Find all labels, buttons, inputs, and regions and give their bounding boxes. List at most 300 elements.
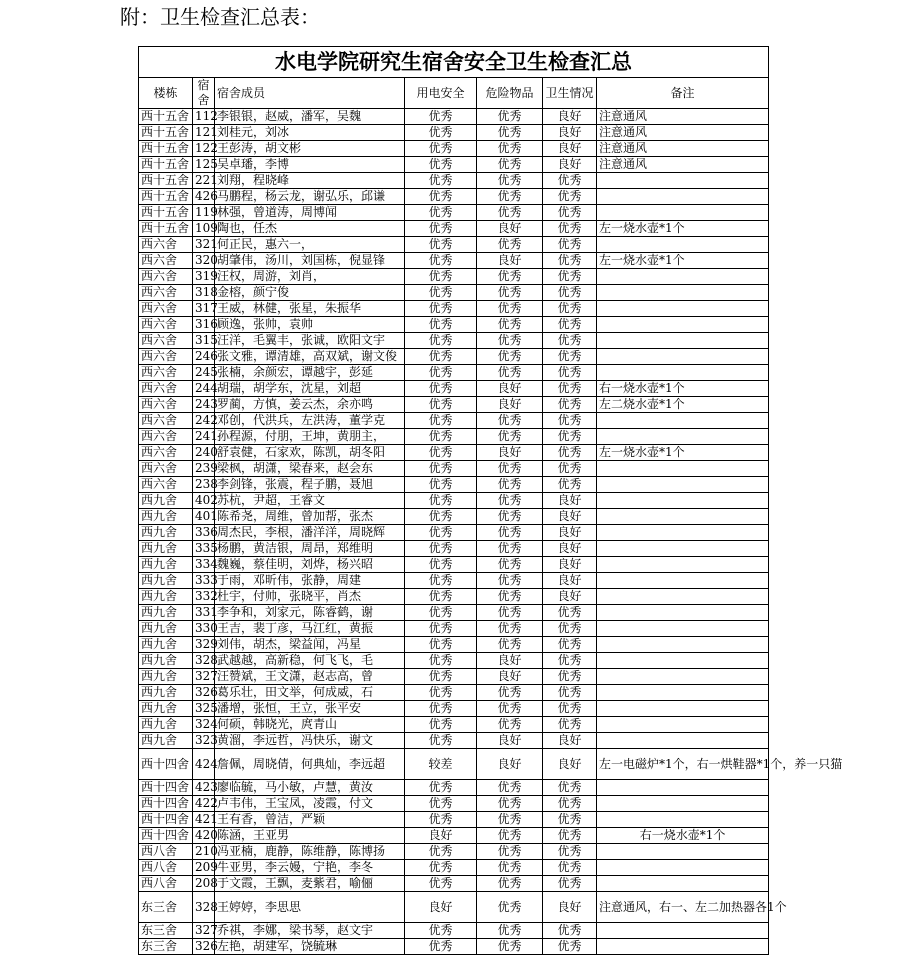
electric-safety-cell: 优秀 bbox=[405, 333, 477, 349]
note-cell: 左一烧水壶*1个 bbox=[597, 445, 769, 461]
note-cell bbox=[597, 621, 769, 637]
dangerous-items-cell: 优秀 bbox=[477, 285, 543, 301]
hygiene-cell: 优秀 bbox=[543, 605, 597, 621]
building-cell: 西六舍 bbox=[139, 269, 193, 285]
dangerous-items-cell: 良好 bbox=[477, 381, 543, 397]
hygiene-cell: 优秀 bbox=[543, 477, 597, 493]
hygiene-cell: 优秀 bbox=[543, 445, 597, 461]
hygiene-cell: 优秀 bbox=[543, 333, 597, 349]
note-cell: 左一电磁炉*1个，右一烘鞋器*1个，养一只猫 bbox=[597, 749, 769, 780]
hygiene-cell: 优秀 bbox=[543, 285, 597, 301]
electric-safety-cell: 良好 bbox=[405, 828, 477, 844]
table-row bbox=[139, 477, 769, 493]
table-row bbox=[139, 333, 769, 349]
electric-safety-cell: 优秀 bbox=[405, 605, 477, 621]
note-cell: 左一烧水壶*1个 bbox=[597, 221, 769, 237]
building-cell: 东三舍 bbox=[139, 892, 193, 923]
building-cell: 西六舍 bbox=[139, 365, 193, 381]
members-cell: 王吉，裴丁彦，马江红，黄振 bbox=[215, 621, 405, 637]
members-cell: 葛乐壮，田文举，何成威，石 bbox=[215, 685, 405, 701]
building-cell: 西六舍 bbox=[139, 301, 193, 317]
electric-safety-cell: 优秀 bbox=[405, 589, 477, 605]
table-row bbox=[139, 621, 769, 637]
note-cell bbox=[597, 733, 769, 749]
table-row bbox=[139, 669, 769, 685]
note-cell bbox=[597, 205, 769, 221]
room-cell: 333 bbox=[193, 573, 215, 589]
hygiene-cell: 良好 bbox=[543, 157, 597, 173]
dangerous-items-cell: 优秀 bbox=[477, 333, 543, 349]
hygiene-cell: 良好 bbox=[543, 541, 597, 557]
header-dangerous-items: 危险物品 bbox=[477, 78, 543, 109]
note-cell bbox=[597, 477, 769, 493]
table-row bbox=[139, 269, 769, 285]
hygiene-cell: 良好 bbox=[543, 141, 597, 157]
building-cell: 西十四舍 bbox=[139, 780, 193, 796]
note-cell: 注意通风 bbox=[597, 141, 769, 157]
room-cell: 401 bbox=[193, 509, 215, 525]
dangerous-items-cell: 优秀 bbox=[477, 573, 543, 589]
table-row bbox=[139, 285, 769, 301]
room-cell: 246 bbox=[193, 349, 215, 365]
electric-safety-cell: 优秀 bbox=[405, 780, 477, 796]
electric-safety-cell: 优秀 bbox=[405, 125, 477, 141]
hygiene-cell: 优秀 bbox=[543, 461, 597, 477]
note-cell bbox=[597, 429, 769, 445]
table-row bbox=[139, 573, 769, 589]
electric-safety-cell: 优秀 bbox=[405, 141, 477, 157]
dangerous-items-cell: 良好 bbox=[477, 653, 543, 669]
hygiene-cell: 优秀 bbox=[543, 876, 597, 892]
building-cell: 西六舍 bbox=[139, 461, 193, 477]
members-cell: 潘增，张恒，王立，张平安 bbox=[215, 701, 405, 717]
building-cell: 西九舍 bbox=[139, 509, 193, 525]
table-row bbox=[139, 923, 769, 939]
members-cell: 牛亚男，李云嫚，宁艳，李冬 bbox=[215, 860, 405, 876]
hygiene-cell: 优秀 bbox=[543, 317, 597, 333]
building-cell: 西十五舍 bbox=[139, 109, 193, 125]
room-cell: 238 bbox=[193, 477, 215, 493]
room-cell: 209 bbox=[193, 860, 215, 876]
note-cell bbox=[597, 525, 769, 541]
hygiene-cell: 良好 bbox=[543, 509, 597, 525]
note-cell bbox=[597, 685, 769, 701]
table-row bbox=[139, 796, 769, 812]
building-cell: 西九舍 bbox=[139, 701, 193, 717]
hygiene-cell: 优秀 bbox=[543, 828, 597, 844]
electric-safety-cell: 优秀 bbox=[405, 477, 477, 493]
building-cell: 西九舍 bbox=[139, 669, 193, 685]
electric-safety-cell: 优秀 bbox=[405, 493, 477, 509]
building-cell: 西六舍 bbox=[139, 397, 193, 413]
hygiene-cell: 优秀 bbox=[543, 269, 597, 285]
dangerous-items-cell: 优秀 bbox=[477, 939, 543, 955]
building-cell: 西十五舍 bbox=[139, 141, 193, 157]
table-row bbox=[139, 701, 769, 717]
members-cell: 冯亚楠，鹿静，陈维静，陈博扬 bbox=[215, 844, 405, 860]
members-cell: 罗蔺，方慎，姜云杰，余亦鸣 bbox=[215, 397, 405, 413]
dangerous-items-cell: 优秀 bbox=[477, 429, 543, 445]
dangerous-items-cell: 优秀 bbox=[477, 701, 543, 717]
dangerous-items-cell: 优秀 bbox=[477, 493, 543, 509]
hygiene-cell: 优秀 bbox=[543, 413, 597, 429]
electric-safety-cell: 优秀 bbox=[405, 573, 477, 589]
dangerous-items-cell: 良好 bbox=[477, 397, 543, 413]
table-row bbox=[139, 141, 769, 157]
note-cell bbox=[597, 923, 769, 939]
room-cell: 318 bbox=[193, 285, 215, 301]
table-body bbox=[139, 109, 843, 955]
header-room: 宿舍 bbox=[193, 78, 215, 109]
table-row bbox=[139, 589, 769, 605]
note-cell bbox=[597, 653, 769, 669]
table-row bbox=[139, 189, 769, 205]
hygiene-cell: 优秀 bbox=[543, 429, 597, 445]
hygiene-cell: 良好 bbox=[543, 892, 597, 923]
table-row bbox=[139, 685, 769, 701]
members-cell: 胡瑞，胡学东，沈星，刘超 bbox=[215, 381, 405, 397]
electric-safety-cell: 优秀 bbox=[405, 109, 477, 125]
members-cell: 金榕，颜宁俊 bbox=[215, 285, 405, 301]
room-cell: 319 bbox=[193, 269, 215, 285]
dangerous-items-cell: 优秀 bbox=[477, 301, 543, 317]
building-cell: 西六舍 bbox=[139, 349, 193, 365]
hygiene-cell: 优秀 bbox=[543, 653, 597, 669]
building-cell: 西六舍 bbox=[139, 413, 193, 429]
note-cell bbox=[597, 701, 769, 717]
members-cell: 武越越，高新稳，何飞飞，毛 bbox=[215, 653, 405, 669]
electric-safety-cell: 优秀 bbox=[405, 269, 477, 285]
building-cell: 西六舍 bbox=[139, 253, 193, 269]
building-cell: 西八舍 bbox=[139, 860, 193, 876]
dangerous-items-cell: 优秀 bbox=[477, 685, 543, 701]
building-cell: 西六舍 bbox=[139, 333, 193, 349]
electric-safety-cell: 优秀 bbox=[405, 205, 477, 221]
room-cell: 119 bbox=[193, 205, 215, 221]
members-cell: 王彭涛，胡文彬 bbox=[215, 141, 405, 157]
room-cell: 424 bbox=[193, 749, 215, 780]
building-cell: 西九舍 bbox=[139, 589, 193, 605]
note-cell: 左一烧水壶*1个 bbox=[597, 253, 769, 269]
hygiene-cell: 优秀 bbox=[543, 189, 597, 205]
note-cell bbox=[597, 573, 769, 589]
table-row bbox=[139, 860, 769, 876]
table-row bbox=[139, 205, 769, 221]
members-cell: 乔祺，李娜，梁书琴，赵文宇 bbox=[215, 923, 405, 939]
room-cell: 112 bbox=[193, 109, 215, 125]
note-cell bbox=[597, 365, 769, 381]
building-cell: 西十四舍 bbox=[139, 828, 193, 844]
dangerous-items-cell: 良好 bbox=[477, 733, 543, 749]
members-cell: 于文霞，王飘，麦紫君，喻俪 bbox=[215, 876, 405, 892]
building-cell: 西八舍 bbox=[139, 876, 193, 892]
room-cell: 426 bbox=[193, 189, 215, 205]
table-title: 水电学院研究生宿舍安全卫生检查汇总 bbox=[139, 47, 769, 78]
room-cell: 317 bbox=[193, 301, 215, 317]
hygiene-cell: 良好 bbox=[543, 589, 597, 605]
room-cell: 336 bbox=[193, 525, 215, 541]
members-cell: 邓创，代洪兵，左洪涛，董学克 bbox=[215, 413, 405, 429]
members-cell: 杨鹏，黄洁银，周昂，郑维明 bbox=[215, 541, 405, 557]
building-cell: 东三舍 bbox=[139, 923, 193, 939]
members-cell: 李争和，刘家元，陈睿鹤，谢 bbox=[215, 605, 405, 621]
hygiene-cell: 良好 bbox=[543, 557, 597, 573]
dangerous-items-cell: 优秀 bbox=[477, 637, 543, 653]
dangerous-items-cell: 优秀 bbox=[477, 812, 543, 828]
building-cell: 西十四舍 bbox=[139, 812, 193, 828]
table-row bbox=[139, 653, 769, 669]
members-cell: 周杰民，李根，潘洋洋，周晓辉 bbox=[215, 525, 405, 541]
room-cell: 402 bbox=[193, 493, 215, 509]
table-row bbox=[139, 541, 769, 557]
room-cell: 421 bbox=[193, 812, 215, 828]
building-cell: 西十五舍 bbox=[139, 189, 193, 205]
header-row bbox=[139, 78, 769, 109]
building-cell: 西八舍 bbox=[139, 844, 193, 860]
members-cell: 胡肇伟，汤川，刘国栋，倪显锋 bbox=[215, 253, 405, 269]
note-cell bbox=[597, 285, 769, 301]
members-cell: 王婷婷，李思思 bbox=[215, 892, 405, 923]
room-cell: 121 bbox=[193, 125, 215, 141]
building-cell: 西六舍 bbox=[139, 477, 193, 493]
note-cell bbox=[597, 780, 769, 796]
table-row bbox=[139, 876, 769, 892]
room-cell: 420 bbox=[193, 828, 215, 844]
dangerous-items-cell: 优秀 bbox=[477, 541, 543, 557]
building-cell: 西十五舍 bbox=[139, 221, 193, 237]
room-cell: 321 bbox=[193, 237, 215, 253]
building-cell: 西九舍 bbox=[139, 493, 193, 509]
hygiene-cell: 优秀 bbox=[543, 780, 597, 796]
header-electric-safety: 用电安全 bbox=[405, 78, 477, 109]
electric-safety-cell: 优秀 bbox=[405, 557, 477, 573]
dangerous-items-cell: 优秀 bbox=[477, 828, 543, 844]
electric-safety-cell: 优秀 bbox=[405, 796, 477, 812]
room-cell: 244 bbox=[193, 381, 215, 397]
dangerous-items-cell: 优秀 bbox=[477, 157, 543, 173]
dangerous-items-cell: 优秀 bbox=[477, 317, 543, 333]
room-cell: 334 bbox=[193, 557, 215, 573]
dangerous-items-cell: 优秀 bbox=[477, 269, 543, 285]
hygiene-cell: 优秀 bbox=[543, 253, 597, 269]
electric-safety-cell: 优秀 bbox=[405, 812, 477, 828]
building-cell: 西九舍 bbox=[139, 733, 193, 749]
room-cell: 210 bbox=[193, 844, 215, 860]
table-row bbox=[139, 157, 769, 173]
dangerous-items-cell: 优秀 bbox=[477, 892, 543, 923]
room-cell: 330 bbox=[193, 621, 215, 637]
table-row bbox=[139, 445, 769, 461]
table-row bbox=[139, 365, 769, 381]
note-cell bbox=[597, 812, 769, 828]
hygiene-cell: 优秀 bbox=[543, 381, 597, 397]
hygiene-cell: 优秀 bbox=[543, 173, 597, 189]
note-cell bbox=[597, 413, 769, 429]
building-cell: 西九舍 bbox=[139, 717, 193, 733]
hygiene-cell: 优秀 bbox=[543, 717, 597, 733]
electric-safety-cell: 优秀 bbox=[405, 397, 477, 413]
hygiene-cell: 良好 bbox=[543, 749, 597, 780]
building-cell: 西六舍 bbox=[139, 237, 193, 253]
building-cell: 西九舍 bbox=[139, 573, 193, 589]
members-cell: 李剑锋，张震，程子鹏，聂旭 bbox=[215, 477, 405, 493]
dangerous-items-cell: 优秀 bbox=[477, 413, 543, 429]
room-cell: 331 bbox=[193, 605, 215, 621]
table-row bbox=[139, 780, 769, 796]
note-cell bbox=[597, 637, 769, 653]
electric-safety-cell: 优秀 bbox=[405, 221, 477, 237]
hygiene-cell: 优秀 bbox=[543, 237, 597, 253]
building-cell: 西九舍 bbox=[139, 541, 193, 557]
dangerous-items-cell: 优秀 bbox=[477, 237, 543, 253]
room-cell: 422 bbox=[193, 796, 215, 812]
room-cell: 327 bbox=[193, 669, 215, 685]
note-cell bbox=[597, 796, 769, 812]
members-cell: 汪权，周游，刘肖， bbox=[215, 269, 405, 285]
room-cell: 240 bbox=[193, 445, 215, 461]
room-cell: 316 bbox=[193, 317, 215, 333]
electric-safety-cell: 优秀 bbox=[405, 637, 477, 653]
dangerous-items-cell: 良好 bbox=[477, 669, 543, 685]
members-cell: 李银银，赵威，潘军，吴魏 bbox=[215, 109, 405, 125]
note-cell bbox=[597, 876, 769, 892]
note-cell bbox=[597, 844, 769, 860]
dangerous-items-cell: 优秀 bbox=[477, 844, 543, 860]
members-cell: 陶也，任杰 bbox=[215, 221, 405, 237]
table-row bbox=[139, 173, 769, 189]
electric-safety-cell: 优秀 bbox=[405, 685, 477, 701]
inspection-summary-table bbox=[138, 46, 843, 955]
members-cell: 廖临毓，马小敏，卢慧，黄汝 bbox=[215, 780, 405, 796]
building-cell: 西十五舍 bbox=[139, 157, 193, 173]
note-cell bbox=[597, 669, 769, 685]
hygiene-cell: 优秀 bbox=[543, 669, 597, 685]
members-cell: 张楠，余颜宏，谭越宇，彭延 bbox=[215, 365, 405, 381]
dangerous-items-cell: 优秀 bbox=[477, 525, 543, 541]
table-row bbox=[139, 557, 769, 573]
note-cell bbox=[597, 541, 769, 557]
members-cell: 刘桂元，刘冰 bbox=[215, 125, 405, 141]
header-building: 楼栋 bbox=[139, 78, 193, 109]
electric-safety-cell: 优秀 bbox=[405, 876, 477, 892]
building-cell: 西九舍 bbox=[139, 525, 193, 541]
note-cell: 注意通风 bbox=[597, 109, 769, 125]
note-cell bbox=[597, 317, 769, 333]
note-cell bbox=[597, 237, 769, 253]
room-cell: 125 bbox=[193, 157, 215, 173]
dangerous-items-cell: 优秀 bbox=[477, 605, 543, 621]
room-cell: 221 bbox=[193, 173, 215, 189]
electric-safety-cell: 较差 bbox=[405, 749, 477, 780]
room-cell: 328 bbox=[193, 653, 215, 669]
hygiene-cell: 优秀 bbox=[543, 349, 597, 365]
building-cell: 西十五舍 bbox=[139, 125, 193, 141]
members-cell: 何正民，惠六一， bbox=[215, 237, 405, 253]
electric-safety-cell: 优秀 bbox=[405, 157, 477, 173]
building-cell: 西九舍 bbox=[139, 637, 193, 653]
dangerous-items-cell: 优秀 bbox=[477, 621, 543, 637]
electric-safety-cell: 优秀 bbox=[405, 381, 477, 397]
room-cell: 326 bbox=[193, 939, 215, 955]
table-row bbox=[139, 397, 769, 413]
members-cell: 左艳，胡建军，饶毓琳 bbox=[215, 939, 405, 955]
hygiene-cell: 优秀 bbox=[543, 860, 597, 876]
members-cell: 汪赞斌，王文潇，赵志高，曾 bbox=[215, 669, 405, 685]
building-cell: 西九舍 bbox=[139, 685, 193, 701]
hygiene-cell: 优秀 bbox=[543, 301, 597, 317]
hygiene-cell: 良好 bbox=[543, 109, 597, 125]
table-row bbox=[139, 892, 769, 923]
members-cell: 苏杭，尹超，王睿文 bbox=[215, 493, 405, 509]
table-row bbox=[139, 125, 769, 141]
dangerous-items-cell: 优秀 bbox=[477, 876, 543, 892]
electric-safety-cell: 良好 bbox=[405, 892, 477, 923]
hygiene-cell: 优秀 bbox=[543, 685, 597, 701]
members-cell: 吴卓璠，李博 bbox=[215, 157, 405, 173]
dangerous-items-cell: 优秀 bbox=[477, 189, 543, 205]
dangerous-items-cell: 优秀 bbox=[477, 109, 543, 125]
room-cell: 328 bbox=[193, 892, 215, 923]
dangerous-items-cell: 良好 bbox=[477, 253, 543, 269]
room-cell: 326 bbox=[193, 685, 215, 701]
electric-safety-cell: 优秀 bbox=[405, 939, 477, 955]
hygiene-cell: 优秀 bbox=[543, 205, 597, 221]
note-cell: 右一烧水壶*1个 bbox=[597, 381, 769, 397]
hygiene-cell: 优秀 bbox=[543, 397, 597, 413]
document-caption: 附：卫生检查汇总表： bbox=[120, 5, 320, 29]
table-row bbox=[139, 429, 769, 445]
electric-safety-cell: 优秀 bbox=[405, 860, 477, 876]
hygiene-cell: 优秀 bbox=[543, 844, 597, 860]
header-note: 备注 bbox=[597, 78, 769, 109]
members-cell: 黄溜，李远哲，冯快乐，谢文 bbox=[215, 733, 405, 749]
table-row bbox=[139, 221, 769, 237]
building-cell: 西十五舍 bbox=[139, 173, 193, 189]
hygiene-cell: 良好 bbox=[543, 493, 597, 509]
dangerous-items-cell: 优秀 bbox=[477, 477, 543, 493]
dangerous-items-cell: 优秀 bbox=[477, 141, 543, 157]
room-cell: 323 bbox=[193, 733, 215, 749]
hygiene-cell: 优秀 bbox=[543, 365, 597, 381]
table-row bbox=[139, 509, 769, 525]
dangerous-items-cell: 优秀 bbox=[477, 365, 543, 381]
table-row bbox=[139, 301, 769, 317]
note-cell: 注意通风 bbox=[597, 157, 769, 173]
room-cell: 329 bbox=[193, 637, 215, 653]
room-cell: 242 bbox=[193, 413, 215, 429]
members-cell: 刘翔，程晓峰 bbox=[215, 173, 405, 189]
electric-safety-cell: 优秀 bbox=[405, 413, 477, 429]
electric-safety-cell: 优秀 bbox=[405, 317, 477, 333]
dangerous-items-cell: 优秀 bbox=[477, 780, 543, 796]
table-row bbox=[139, 812, 769, 828]
building-cell: 西九舍 bbox=[139, 653, 193, 669]
note-cell bbox=[597, 493, 769, 509]
building-cell: 西九舍 bbox=[139, 621, 193, 637]
table-row bbox=[139, 253, 769, 269]
members-cell: 王有香，曾洁，严颖 bbox=[215, 812, 405, 828]
room-cell: 243 bbox=[193, 397, 215, 413]
building-cell: 西十五舍 bbox=[139, 205, 193, 221]
electric-safety-cell: 优秀 bbox=[405, 621, 477, 637]
room-cell: 122 bbox=[193, 141, 215, 157]
header-members: 宿舍成员 bbox=[215, 78, 405, 109]
electric-safety-cell: 优秀 bbox=[405, 509, 477, 525]
electric-safety-cell: 优秀 bbox=[405, 733, 477, 749]
note-cell: 左二烧水壶*1个 bbox=[597, 397, 769, 413]
table-row bbox=[139, 717, 769, 733]
hygiene-cell: 优秀 bbox=[543, 637, 597, 653]
